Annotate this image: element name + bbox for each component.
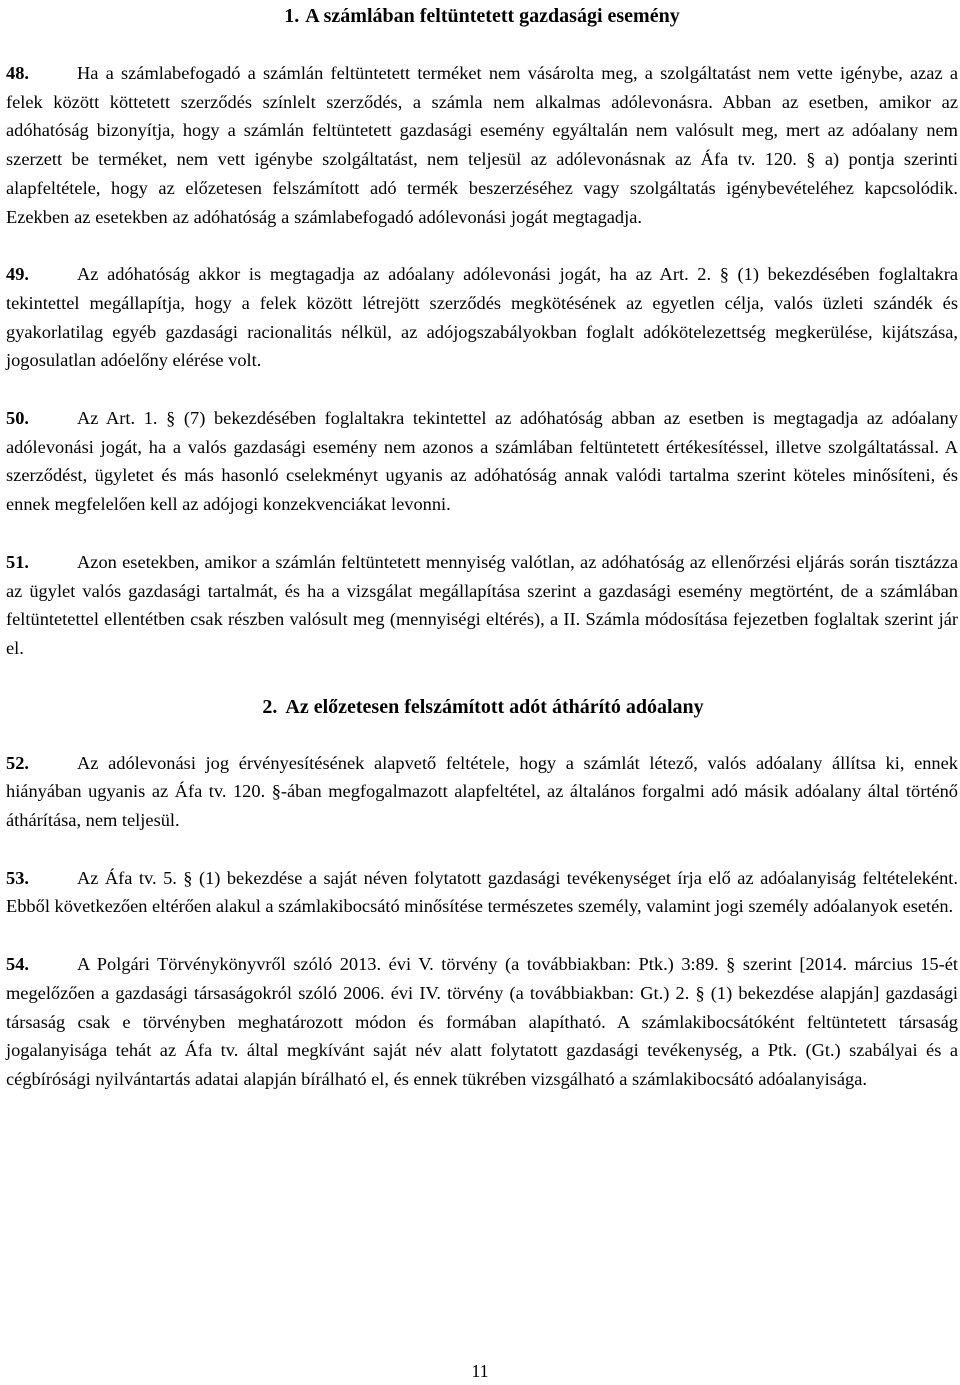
paragraph-text: Azon esetekben, amikor a számlán feltüntetett mennyiség valótlan, az adóhatóság az ellenőrzési eljárás során tisztázza az ügylet valós gazdasági tartalmát, és ha a vizsgálat megállapítása szerint a gazdasági esemény megtörtént, de a számlában feltüntetettel ellentétben csak részben valósult meg (mennyiségi eltérés), a II. Számla módosítása fejezetben foglaltak szerint jár el. <box>6 551 958 658</box>
section-title: A számlában feltüntetett gazdasági esemény <box>305 5 680 27</box>
paragraph-54 <box>6 950 958 1094</box>
paragraph-text: Az adólevonási jog érvényesítésének alapvető feltétele, hogy a számlát létező, valós adóalany állítsa ki, ennek hiányában ugyanis az Áfa tv. 120. §-ában megfogalmazott alapfeltétel, az általános forgalmi adó másik adóalany által történő áthárítása, nem teljesül. <box>6 752 958 831</box>
paragraph-number: 49. <box>6 264 29 285</box>
paragraph-text: Ha a számlabefogadó a számlán feltüntetett terméket nem vásárolta meg, a szolgáltatást nem vette igénybe, azaz a felek között köttetett szerződés színlelt szerződés, a számla nem alkalmas adólevonásra. Abban az esetben, amikor az adóhatóság bizonyítja, hogy a számlán feltüntetett gazdasági esemény egyáltalán nem valósult meg, mert az adóalany nem szerzett be terméket, nem vett igénybe szolgáltatást, nem teljesül az adólevonásnak az Áfa tv. 120. § a) pontja szerinti alapfeltétele, hogy az előzetesen felszámított adó termék beszerzéséhez vagy szolgáltatás igénybevételéhez kapcsolódik. Ezekben az esetekben az adóhatóság a számlabefogadó adólevonási jogát megtagadja. <box>6 63 958 227</box>
paragraph-51 <box>6 548 958 663</box>
paragraph-number: 50. <box>6 408 29 429</box>
paragraph-49 <box>6 260 958 375</box>
section-heading-1 <box>6 4 958 28</box>
page-number: 11 <box>471 1361 489 1381</box>
paragraph-53 <box>6 864 958 921</box>
paragraph-text: Az Áfa tv. 5. § (1) bekezdése a saját néven folytatott gazdasági tevékenységet írja elő az adóalanyiság feltételeként. Ebből következően eltérően alakul a számlakibocsátó minősítése természetes személy, valamint jogi személy adóalanyok esetén. <box>6 867 958 917</box>
paragraph-48 <box>6 59 958 231</box>
paragraph-number: 53. <box>6 867 29 888</box>
document-page <box>6 0 958 1094</box>
section-title: Az előzetesen felszámított adót áthárító adóalany <box>285 695 704 718</box>
paragraph-number: 48. <box>6 63 29 83</box>
paragraph-text: A Polgári Törvénykönyvről szóló 2013. évi V. törvény (a továbbiakban: Ptk.) 3:89. § szerint [2014. március 15-ét megelőzően a gazdasági társaságokról szóló 2006. évi IV. törvény (a továbbiakban: Gt.) 2. § (1) bekezdése alapján] gazdasági társaság csak e törvényben meghatározott módon és formában alapítható. A számlakibocsátóként feltüntetett társaság jogalanyisága tehát az Áfa tv. által megkívánt saját név alatt folytatott gazdasági tevékenység, a Ptk. (Gt.) szabályai és a cégbírósági nyilvántartás adatai alapján bírálható el, és ennek tükrében vizsgálható a számlakibocsátó adóalanyisága. <box>6 954 958 1089</box>
paragraph-52 <box>6 749 958 835</box>
paragraph-50 <box>6 404 958 519</box>
paragraph-text: Az Art. 1. § (7) bekezdésében foglaltakra tekintettel az adóhatóság abban az esetben is megtagadja az adóalany adólevonási jogát, ha a valós gazdasági esemény nem azonos a számlában feltüntetett értékesítéssel, illetve szolgáltatással. A szerződést, ügyletet és más hasonló cselekményt ugyanis az adóhatóság annak valódi tartalma szerint köteles minősíteni, és ennek megfelelően kell az adójogi konzekvenciákat levonni. <box>6 408 958 515</box>
paragraph-number: 54. <box>6 954 29 975</box>
section-heading-2 <box>6 693 958 721</box>
section-number: 2. <box>262 695 278 718</box>
paragraph-number: 51. <box>6 551 29 572</box>
paragraph-number: 52. <box>6 752 29 773</box>
section-number: 1. <box>284 5 300 27</box>
paragraph-text: Az adóhatóság akkor is megtagadja az adóalany adólevonási jogát, ha az Art. 2. § (1) bekezdésében foglaltakra tekintettel megállapítja, hogy a felek között létrejött szerződés megkötésének az egyetlen célja, valós üzleti szándék és gyakorlatilag egyéb gazdasági racionalitás nélkül, az adójogszabályokban foglalt adókötelezettség megkerülése, kijátszása, jogosulatlan adóelőny elérése volt. <box>6 264 958 371</box>
